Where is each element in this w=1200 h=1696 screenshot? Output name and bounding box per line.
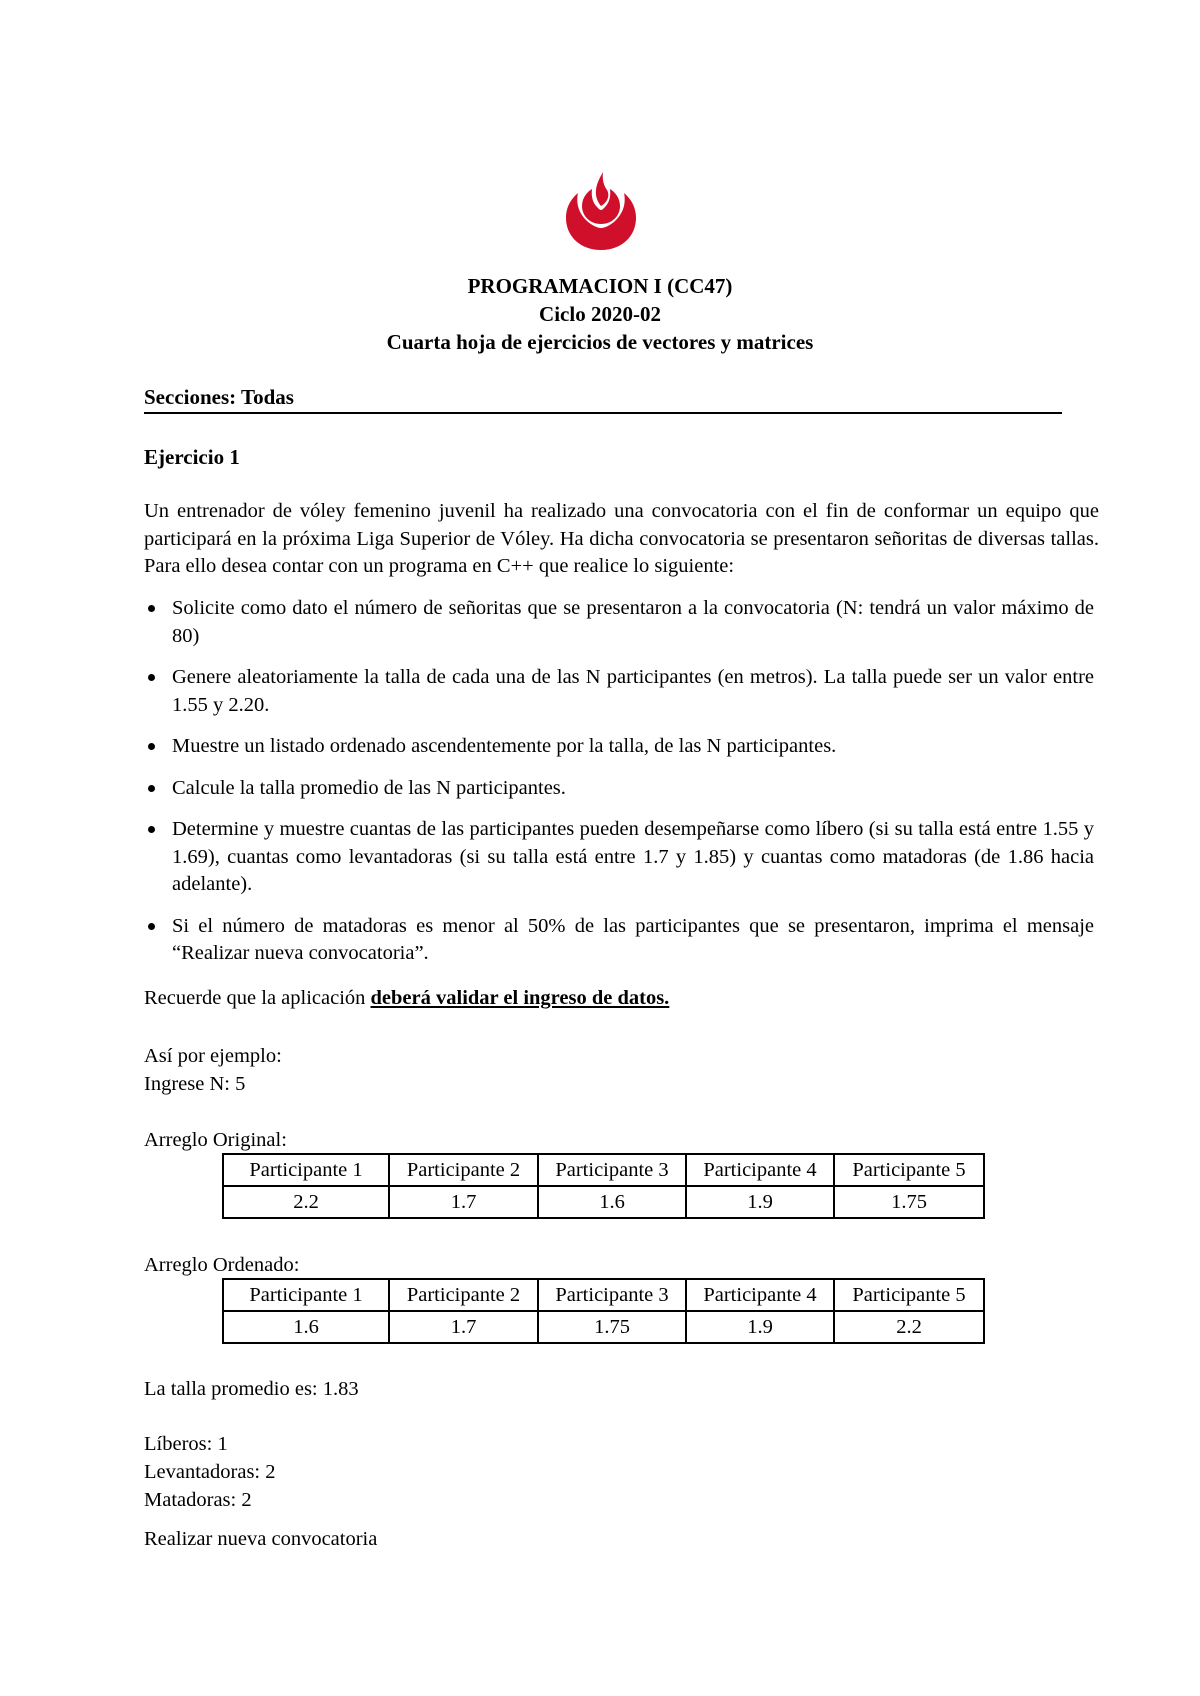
list-item: Calcule la talla promedio de las N participantes. <box>144 775 1094 803</box>
liberos-result: Líberos: 1 <box>144 1433 228 1455</box>
original-array-label: Arreglo Original: <box>144 1129 287 1151</box>
table-header-cell: Participante 2 <box>389 1154 538 1186</box>
average-result: La talla promedio es: 1.83 <box>144 1378 359 1400</box>
list-item: Determine y muestre cuantas de las participantes pueden desempeñarse como líbero (si su talla está entre 1.55 y 1.69), cuantas como levantadoras (si su talla está entre 1.7 y 1.85) y cuantas como matadoras (de 1.86 hacia adelante). <box>144 816 1094 899</box>
table-header-cell: Participante 4 <box>686 1279 834 1311</box>
cycle-title: Ciclo 2020-02 <box>539 302 661 326</box>
table-cell: 1.75 <box>834 1186 984 1218</box>
levantadoras-result: Levantadoras: 2 <box>144 1461 276 1483</box>
university-flame-logo-icon <box>562 170 640 252</box>
exercise-intro: Un entrenador de vóley femenino juvenil ha realizado una convocatoria con el fin de conformar un equipo que participará en la próxima Liga Superior de Vóley. Ha dicha convocatoria se presentaron señoritas de diversas tallas. Para ello desea contar con un programa en C++ que realice lo siguiente: <box>144 500 1099 577</box>
table-header-cell: Participante 3 <box>538 1279 686 1311</box>
table-cell: 1.6 <box>538 1186 686 1218</box>
table-header-cell: Participante 1 <box>223 1279 389 1311</box>
table-header-cell: Participante 4 <box>686 1154 834 1186</box>
table-cell: 1.9 <box>686 1311 834 1343</box>
sections-label: Secciones: Todas <box>144 385 294 409</box>
list-item: Muestre un listado ordenado ascendentemente por la talla, de las N participantes. <box>144 733 1094 761</box>
table-header-cell: Participante 5 <box>834 1279 984 1311</box>
table-cell: 2.2 <box>223 1186 389 1218</box>
example-intro: Así por ejemplo: <box>144 1045 282 1067</box>
table-cell: 1.75 <box>538 1311 686 1343</box>
list-item: Solicite como dato el número de señoritas que se presentaron a la convocatoria (N: tendrá un valor máximo de 80) <box>144 595 1094 650</box>
sorted-array-label: Arreglo Ordenado: <box>144 1254 300 1276</box>
table-header-cell: Participante 2 <box>389 1279 538 1311</box>
table-row <box>223 1154 984 1186</box>
original-array-table <box>222 1153 985 1219</box>
reminder-text: Recuerde que la aplicación <box>144 987 371 1009</box>
reminder-emphasis: deberá validar el ingreso de datos. <box>370 987 670 1009</box>
table-row <box>223 1186 984 1218</box>
requirements-list <box>144 595 1094 982</box>
table-cell: 1.6 <box>223 1311 389 1343</box>
table-cell: 2.2 <box>834 1311 984 1343</box>
validation-reminder <box>144 985 669 1012</box>
table-row <box>223 1279 984 1311</box>
table-cell: 1.9 <box>686 1186 834 1218</box>
matadoras-result: Matadoras: 2 <box>144 1489 252 1511</box>
table-row <box>223 1311 984 1343</box>
example-input: Ingrese N: 5 <box>144 1073 246 1095</box>
list-item: Si el número de matadoras es menor al 50% de las participantes que se presentaron, imprima el mensaje “Realizar nueva convocatoria”. <box>144 913 1094 968</box>
table-header-cell: Participante 1 <box>223 1154 389 1186</box>
table-cell: 1.7 <box>389 1311 538 1343</box>
final-message: Realizar nueva convocatoria <box>144 1528 378 1550</box>
sorted-array-table <box>222 1278 985 1344</box>
exercise-title: Ejercicio 1 <box>144 445 240 469</box>
course-title: PROGRAMACION I (CC47) <box>467 274 733 298</box>
table-header-cell: Participante 5 <box>834 1154 984 1186</box>
header-divider <box>144 412 1062 414</box>
sheet-subtitle: Cuarta hoja de ejercicios de vectores y matrices <box>386 330 814 354</box>
list-item: Genere aleatoriamente la talla de cada una de las N participantes (en metros). La talla puede ser un valor entre 1.55 y 2.20. <box>144 664 1094 719</box>
table-header-cell: Participante 3 <box>538 1154 686 1186</box>
table-cell: 1.7 <box>389 1186 538 1218</box>
